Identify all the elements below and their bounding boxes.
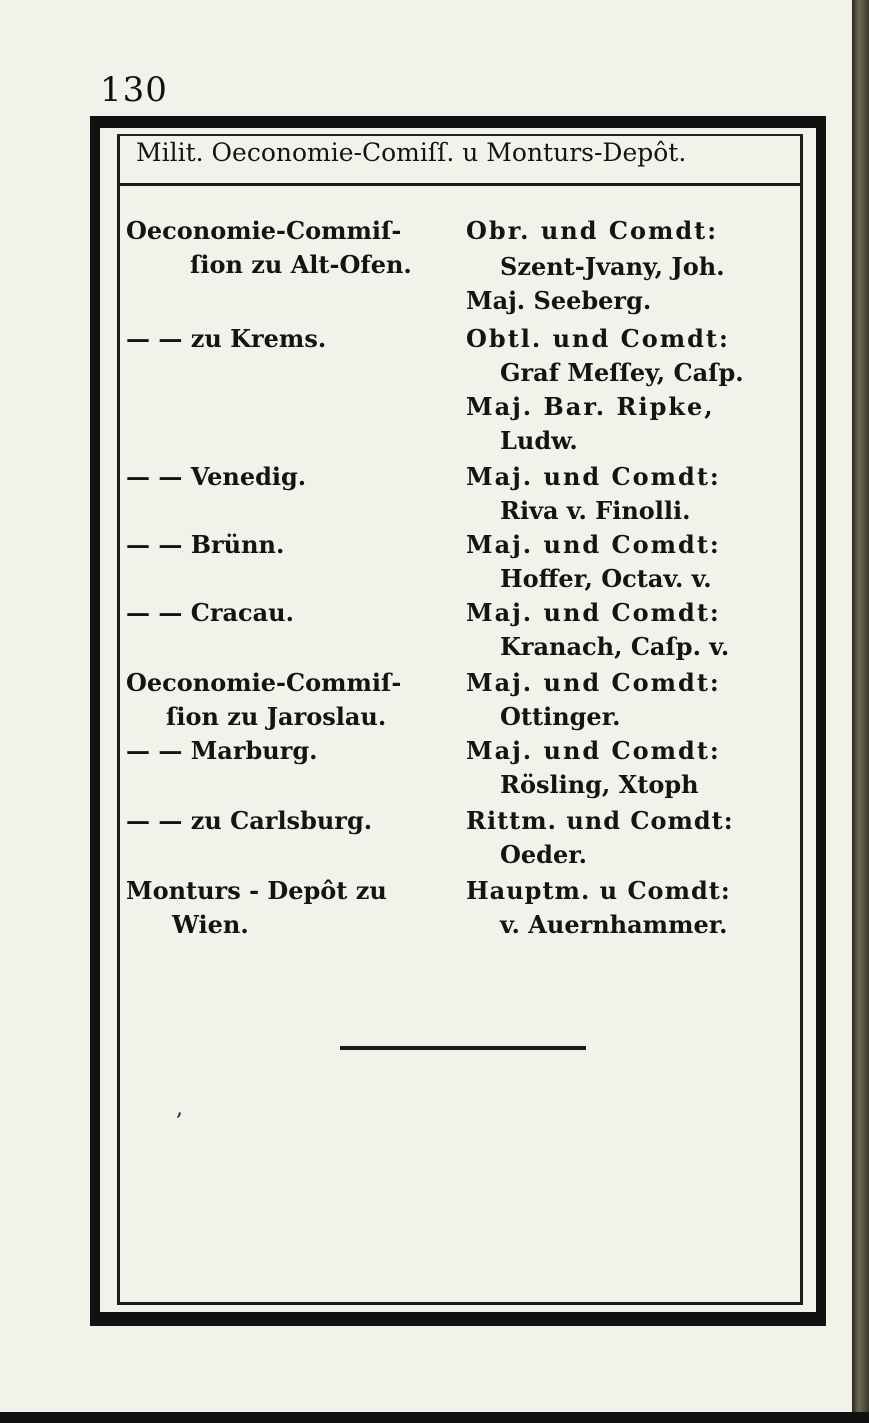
officer-name: Hoffer, Octav. v. — [500, 564, 712, 593]
post-title: Maj. und Comdt: — [466, 668, 721, 697]
officer-name: Maj. Bar. Ripke, — [466, 392, 715, 421]
header-rule — [117, 183, 803, 186]
officer-name: Riva v. Finolli. — [500, 496, 691, 525]
unit-line: Wien. — [172, 910, 249, 939]
officer-name: Graf Meſſey, Caſp. — [500, 358, 744, 387]
frame-top-border — [90, 116, 826, 128]
unit-line: Oeconomie-Commiſ- — [126, 668, 402, 697]
post-title: Hauptm. u Comdt: — [466, 876, 731, 905]
unit-line: — — zu Carlsburg. — [126, 806, 373, 835]
unit-line: — — Cracau. — [126, 598, 294, 627]
book-spine — [852, 0, 869, 1423]
scan-edge — [0, 1412, 869, 1423]
post-title: Maj. und Comdt: — [466, 598, 721, 627]
post-title: Maj. und Comdt: — [466, 530, 721, 559]
inner-top-rule — [117, 134, 803, 136]
unit-line: — — Marburg. — [126, 736, 318, 765]
officer-name: v. Auernhammer. — [500, 910, 728, 939]
frame-bottom-border — [90, 1312, 826, 1326]
table-header: Milit. Oeconomie-Comiſſ. u Monturs-Depôt. — [136, 138, 687, 167]
page-number: 130 — [100, 70, 168, 110]
unit-line: Monturs - Depôt zu — [126, 876, 387, 905]
unit-line: ſion zu Alt-Ofen. — [190, 250, 412, 279]
unit-line: ſion zu Jaroslau. — [166, 702, 387, 731]
post-title: Maj. und Comdt: — [466, 736, 721, 765]
officer-name: Szent-Jvany, Joh. — [500, 252, 725, 281]
closing-rule — [340, 1046, 586, 1050]
officer-name: Rösling, Xtoph — [500, 770, 699, 799]
unit-line: — — Brünn. — [126, 530, 285, 559]
officer-name: Maj. Seeberg. — [466, 286, 652, 315]
frame-right-border — [816, 116, 826, 1326]
post-title: Maj. und Comdt: — [466, 462, 721, 491]
inner-right-rule — [800, 136, 803, 1304]
post-title: Rittm. und Comdt: — [466, 806, 734, 835]
unit-line: Oeconomie-Commiſ- — [126, 216, 402, 245]
officer-name: Oeder. — [500, 840, 588, 869]
unit-line: — — zu Krems. — [126, 324, 327, 353]
inner-left-rule — [117, 136, 120, 1304]
officer-name: Kranach, Caſp. v. — [500, 632, 730, 661]
officer-name: Ludw. — [500, 426, 578, 455]
frame-left-border — [90, 116, 100, 1326]
post-title: Obr. und Comdt: — [466, 216, 719, 245]
inner-bottom-rule — [117, 1302, 803, 1305]
post-title: Obtl. und Comdt: — [466, 324, 730, 353]
unit-line: — — Venedig. — [126, 462, 307, 491]
officer-name: Ottinger. — [500, 702, 621, 731]
stray-mark: , — [176, 1096, 183, 1121]
